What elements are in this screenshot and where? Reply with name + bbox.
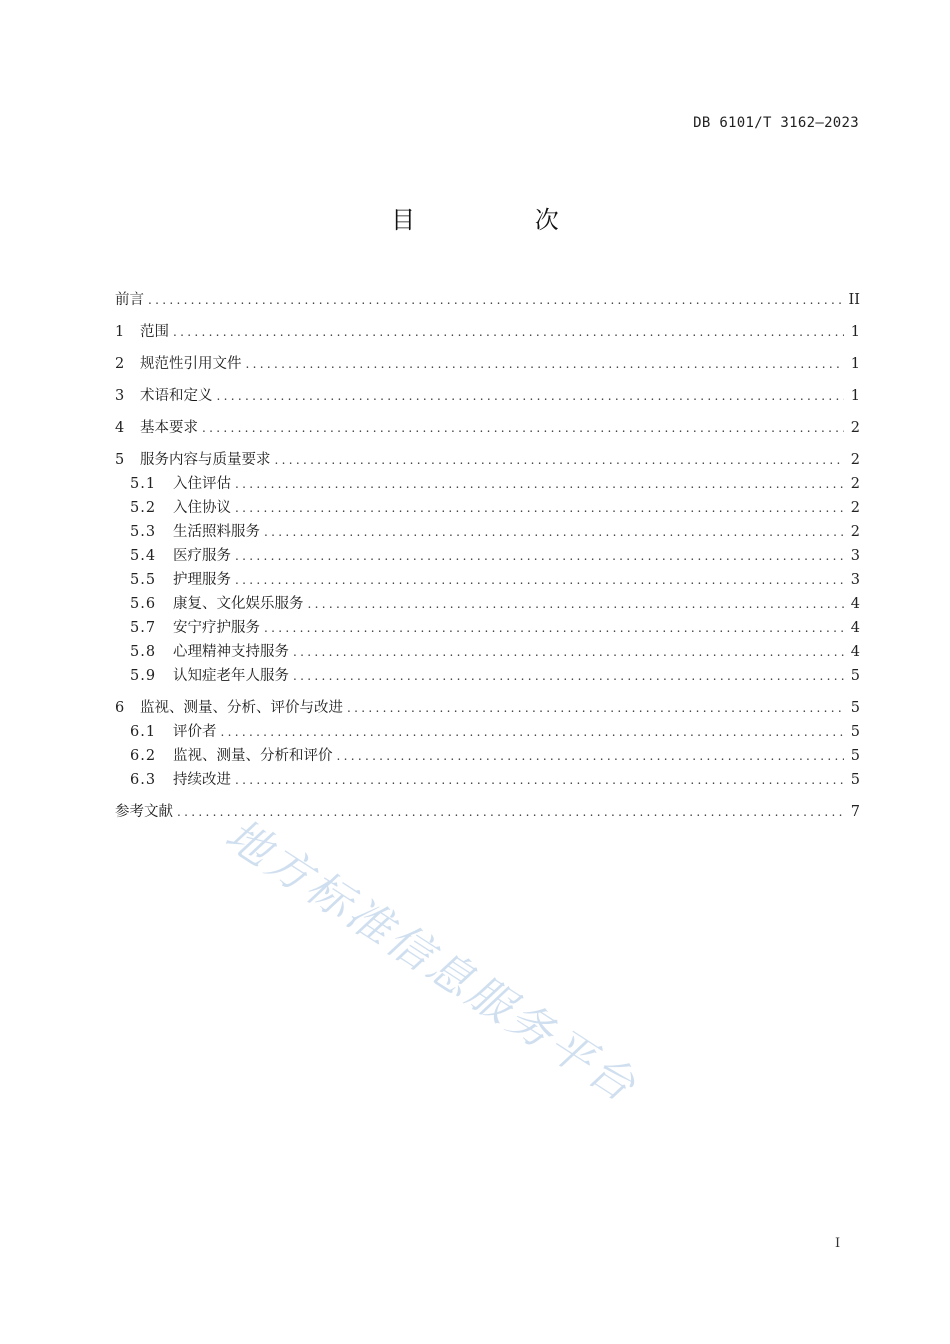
toc-entry[interactable] — [115, 664, 860, 688]
toc-entry[interactable] — [115, 544, 860, 568]
toc-entry-page: 1 — [850, 388, 860, 404]
toc-entry[interactable] — [115, 744, 860, 768]
toc-entry[interactable] — [115, 568, 860, 592]
toc-leader-dots — [293, 664, 844, 688]
toc-entry-number: 5.5 — [130, 572, 157, 588]
toc-entry-page: 2 — [850, 452, 860, 468]
toc-entry-page: 5 — [850, 772, 860, 788]
toc-entry-page: 7 — [850, 804, 860, 820]
document-code: DB 6101/T 3162—2023 — [693, 115, 859, 131]
toc-entry-label: 服务内容与质量要求 — [140, 452, 271, 468]
toc-entry-label: 评价者 — [173, 724, 217, 740]
toc-leader-dots — [217, 384, 845, 408]
toc-leader-dots — [202, 416, 844, 440]
toc-entry-page: 2 — [850, 524, 860, 540]
toc-entry-label: 监视、测量、分析和评价 — [173, 748, 333, 764]
toc-entry-label: 监视、测量、分析、评价与改进 — [140, 700, 343, 716]
toc-leader-dots — [235, 768, 844, 792]
toc-leader-dots — [337, 744, 845, 768]
toc-entry-label: 安宁疗护服务 — [173, 620, 260, 636]
toc-entry-number: 5 — [115, 452, 125, 468]
toc-entry[interactable] — [115, 640, 860, 664]
toc-entry-label: 生活照料服务 — [173, 524, 260, 540]
watermark: 地方标准信息服务平台 — [216, 809, 647, 1114]
toc-entry-page: 5 — [850, 668, 860, 684]
toc-entry-label: 参考文献 — [115, 804, 173, 820]
toc-entry-page: 5 — [850, 748, 860, 764]
toc-entry-number: 5.4 — [130, 548, 157, 564]
toc-entry-number: 5.6 — [130, 596, 157, 612]
toc-entry[interactable] — [115, 448, 860, 472]
toc-entry-page: 4 — [850, 596, 860, 612]
toc-leader-dots — [177, 800, 844, 824]
toc-leader-dots — [235, 568, 844, 592]
toc-entry-page: 1 — [850, 324, 860, 340]
toc-entry[interactable] — [115, 320, 860, 344]
table-of-contents — [115, 288, 860, 824]
toc-entry-label: 基本要求 — [140, 420, 198, 436]
toc-entry-page: 2 — [850, 420, 860, 436]
toc-entry-number: 6.2 — [130, 748, 157, 764]
toc-entry-label: 范围 — [140, 324, 169, 340]
toc-entry-number: 5.2 — [130, 500, 157, 516]
toc-entry[interactable] — [115, 616, 860, 640]
toc-entry-page: 5 — [850, 724, 860, 740]
toc-entry-page: 3 — [850, 572, 860, 588]
toc-leader-dots — [148, 288, 844, 312]
toc-entry-page: 2 — [850, 500, 860, 516]
toc-entry[interactable] — [115, 768, 860, 792]
toc-leader-dots — [235, 544, 844, 568]
toc-entry-page: 4 — [850, 644, 860, 660]
toc-entry[interactable] — [115, 720, 860, 744]
toc-leader-dots — [264, 616, 844, 640]
toc-entry-label: 规范性引用文件 — [140, 356, 242, 372]
toc-entry-label: 认知症老年人服务 — [173, 668, 289, 684]
toc-entry[interactable] — [115, 800, 860, 824]
toc-entry-page: 5 — [850, 700, 860, 716]
toc-entry-label: 心理精神支持服务 — [173, 644, 289, 660]
toc-entry[interactable] — [115, 288, 860, 312]
toc-entry-label: 持续改进 — [173, 772, 231, 788]
toc-entry-number: 6.1 — [130, 724, 157, 740]
toc-leader-dots — [264, 520, 844, 544]
page-number: I — [835, 1236, 841, 1251]
toc-entry-number: 5.1 — [130, 476, 157, 492]
toc-leader-dots — [235, 472, 844, 496]
toc-leader-dots — [246, 352, 845, 376]
toc-entry-label: 术语和定义 — [140, 388, 213, 404]
toc-entry-page: 4 — [850, 620, 860, 636]
toc-entry-page: 3 — [850, 548, 860, 564]
toc-leader-dots — [347, 696, 844, 720]
toc-leader-dots — [275, 448, 845, 472]
toc-entry-number: 6 — [115, 700, 125, 716]
toc-entry[interactable] — [115, 696, 860, 720]
toc-entry-label: 医疗服务 — [173, 548, 231, 564]
toc-entry-number: 5.7 — [130, 620, 157, 636]
toc-entry-page: II — [848, 292, 860, 308]
toc-entry-label: 入住评估 — [173, 476, 231, 492]
toc-entry-label: 入住协议 — [173, 500, 231, 516]
toc-entry-number: 4 — [115, 420, 125, 436]
toc-entry[interactable] — [115, 384, 860, 408]
toc-entry[interactable] — [115, 352, 860, 376]
toc-leader-dots — [173, 320, 844, 344]
toc-entry-number: 5.3 — [130, 524, 157, 540]
toc-entry[interactable] — [115, 472, 860, 496]
toc-entry[interactable] — [115, 416, 860, 440]
toc-entry[interactable] — [115, 520, 860, 544]
toc-entry-label: 康复、文化娱乐服务 — [173, 596, 304, 612]
toc-entry-label: 前言 — [115, 292, 144, 308]
toc-entry-page: 1 — [850, 356, 860, 372]
toc-leader-dots — [221, 720, 845, 744]
toc-leader-dots — [235, 496, 844, 520]
toc-leader-dots — [308, 592, 845, 616]
toc-entry-number: 2 — [115, 356, 125, 372]
toc-entry[interactable] — [115, 592, 860, 616]
toc-entry-number: 5.8 — [130, 644, 157, 660]
toc-entry-number: 1 — [115, 324, 125, 340]
toc-entry-number: 6.3 — [130, 772, 157, 788]
toc-entry-page: 2 — [850, 476, 860, 492]
toc-entry[interactable] — [115, 496, 860, 520]
toc-entry-label: 护理服务 — [173, 572, 231, 588]
toc-leader-dots — [293, 640, 844, 664]
toc-entry-number: 5.9 — [130, 668, 157, 684]
page-title: 目 次 — [391, 206, 615, 234]
toc-entry-number: 3 — [115, 388, 125, 404]
